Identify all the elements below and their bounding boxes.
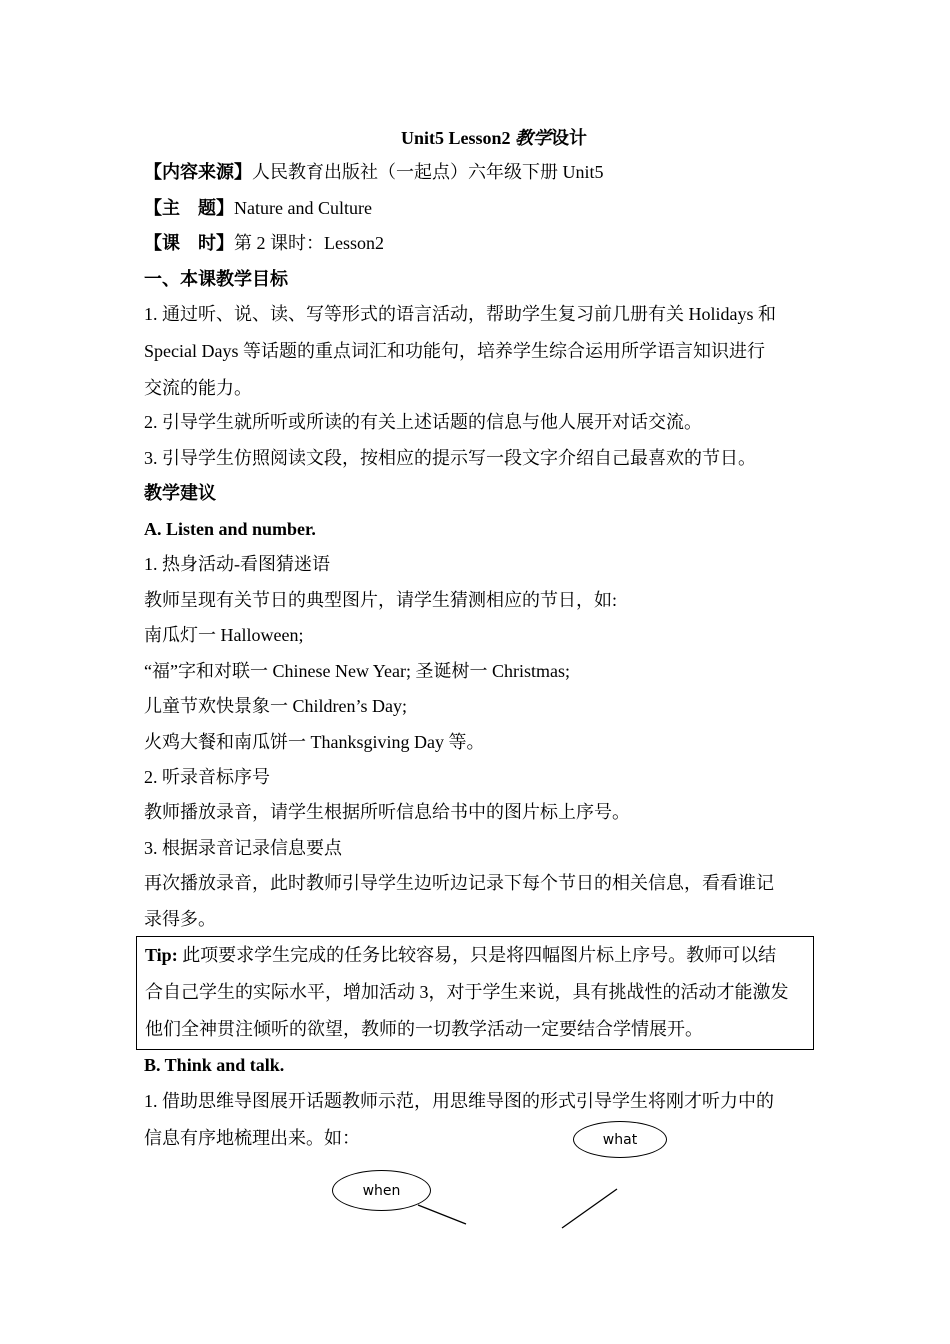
goal1-line2: Special Days 等话题的重点词汇和功能句，培养学生综合运用所学语言知识进行 <box>144 341 765 361</box>
meta-period: 【课 时】第 2 课时：Lesson2 <box>144 233 384 253</box>
mindmap-node-when: when <box>332 1170 431 1211</box>
a1-example-4: 火鸡大餐和南瓜饼一 Thanksgiving Day 等。 <box>144 732 485 752</box>
goal2: 2. 引导学生就所听或所读的有关上述话题的信息与他人展开对话交流。 <box>144 412 702 432</box>
a3-text-line2: 录得多。 <box>144 909 216 929</box>
a2-title: 2. 听录音标序号 <box>144 767 270 787</box>
partA-heading: A. Listen and number. <box>144 519 316 539</box>
goal1-line1: 1. 通过听、说、读、写等形式的语言活动，帮助学生复习前几册有关 Holidays 和 <box>144 304 776 324</box>
a1-title: 1. 热身活动-看图猜迷语 <box>144 554 330 574</box>
a2-text: 教师播放录音，请学生根据所听信息给书中的图片标上序号。 <box>144 802 630 822</box>
partB-heading: B. Think and talk. <box>144 1055 285 1075</box>
a3-text-line1: 再次播放录音，此时教师引导学生边听边记录下每个节日的相关信息，看看谁记 <box>144 873 774 893</box>
goal1-line3: 交流的能力。 <box>144 378 252 398</box>
tip-line2: 合自己学生的实际水平，增加活动 3，对于学生来说，具有挑战性的活动才能激发 <box>145 982 789 1002</box>
a1-text: 教师呈现有关节日的典型图片，请学生猜测相应的节日，如: <box>144 590 617 610</box>
a3-title: 3. 根据录音记录信息要点 <box>144 838 342 858</box>
goal3: 3. 引导学生仿照阅读文段，按相应的提示写一段文字介绍自己最喜欢的节日。 <box>144 448 756 468</box>
mindmap-line-when <box>418 1205 466 1224</box>
document-title: Unit5 Lesson2 教学设计 <box>400 128 588 148</box>
a1-example-1: 南瓜灯一 Halloween; <box>144 625 304 645</box>
mindmap-node-what: what <box>573 1121 667 1158</box>
b1-line2: 信息有序地梳理出来。如： <box>144 1128 360 1148</box>
tip-line3: 他们全神贯注倾听的欲望，教师的一切教学活动一定要结合学情展开。 <box>145 1019 703 1039</box>
tip-line1: Tip: 此项要求学生完成的任务比较容易，只是将四幅图片标上序号。教师可以结 <box>145 945 777 965</box>
a1-example-3: 儿童节欢快景象一 Children’s Day; <box>144 696 407 716</box>
section1-heading: 一、本课教学目标 <box>144 269 288 289</box>
section2-heading: 教学建议 <box>144 483 216 503</box>
a1-example-2: “福”字和对联一 Chinese New Year; 圣诞树一 Christmas; <box>144 661 570 681</box>
meta-source: 【内容来源】人民教育出版社（一起点）六年级下册 Unit5 <box>144 162 604 182</box>
meta-topic: 【主 题】Nature and Culture <box>144 198 372 218</box>
mindmap-line-what <box>562 1189 617 1228</box>
b1-line1: 1. 借助思维导图展开话题教师示范，用思维导图的形式引导学生将刚才听力中的 <box>144 1091 774 1111</box>
